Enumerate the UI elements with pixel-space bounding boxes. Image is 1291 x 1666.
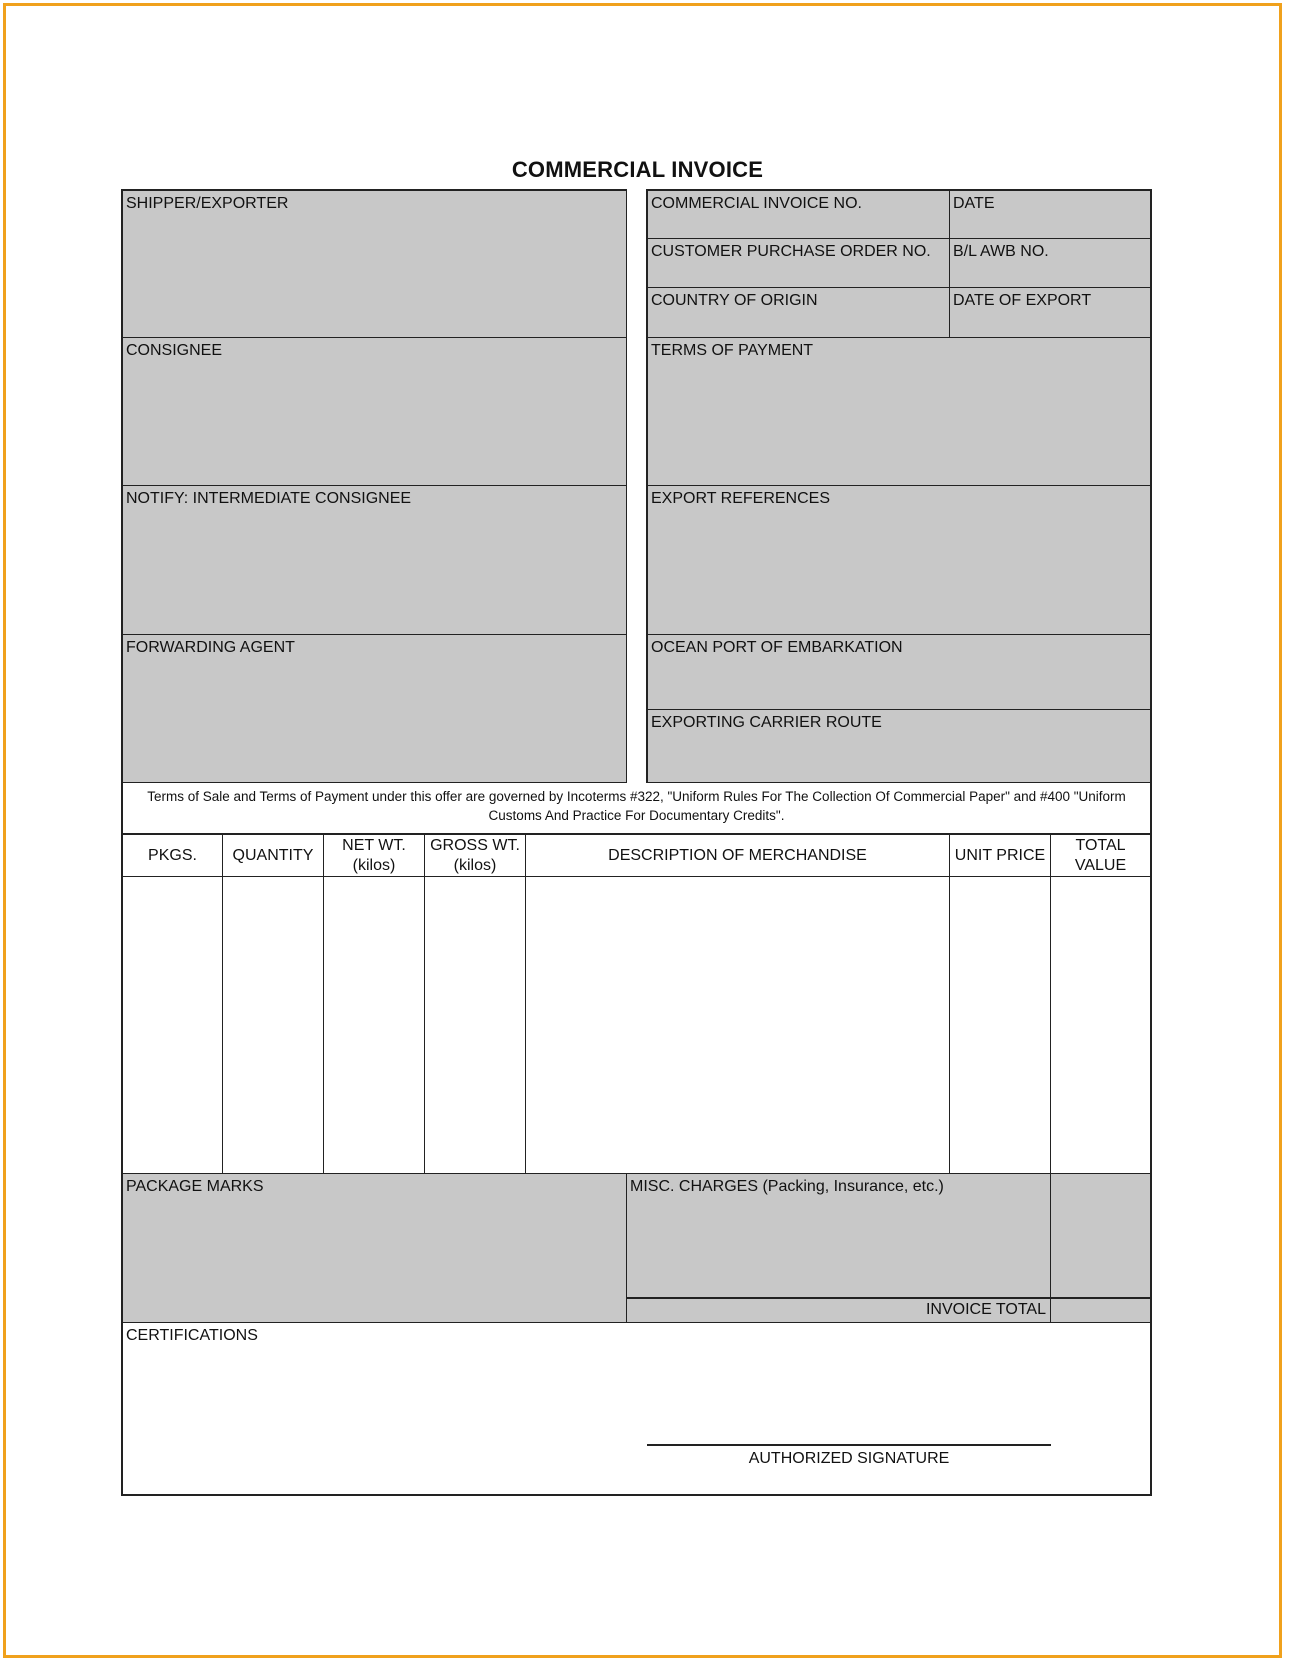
pkgs-column[interactable] <box>121 876 223 1174</box>
shipper-exporter-label: SHIPPER/EXPORTER <box>126 195 289 212</box>
description-column[interactable] <box>525 876 950 1174</box>
incoterms-notice-line-2: Customs And Practice For Documentary Credits". <box>488 808 785 823</box>
invoice-total-value-field[interactable] <box>1050 1297 1152 1323</box>
pkgs-header-label: PKGS. <box>148 846 197 864</box>
unit-price-header <box>949 833 1051 877</box>
commercial-invoice-no-field[interactable] <box>646 189 950 239</box>
quantity-header <box>222 833 324 877</box>
net-wt-column[interactable] <box>323 876 425 1174</box>
pkgs-header <box>121 833 223 877</box>
terms-of-payment-field[interactable] <box>646 337 1152 486</box>
total-value-column[interactable] <box>1050 876 1152 1174</box>
country-of-origin-label: COUNTRY OF ORIGIN <box>651 292 818 309</box>
quantity-column[interactable] <box>222 876 324 1174</box>
ocean-port-of-embarkation-field[interactable] <box>646 634 1152 710</box>
authorized-signature-label: AUTHORIZED SIGNATURE <box>748 1450 950 1467</box>
country-of-origin-field[interactable] <box>646 287 950 338</box>
date-field[interactable] <box>949 189 1152 239</box>
notify-intermediate-consignee-label: NOTIFY: INTERMEDIATE CONSIGNEE <box>126 490 412 507</box>
shipper-exporter-field[interactable] <box>121 189 627 338</box>
export-references-field[interactable] <box>646 485 1152 635</box>
gross-wt-header-label: GROSS WT. <box>430 836 520 854</box>
misc-charges-label: MISC. CHARGES (Packing, Insurance, etc.) <box>630 1178 944 1195</box>
incoterms-notice-line-1: Terms of Sale and Terms of Payment under this offer are governed by Incoterms #322, "Uniform Rules For The Collection Of Commercial Paper" and #400 "Uniform <box>147 789 1126 804</box>
bl-awb-no-field[interactable] <box>949 238 1152 288</box>
package-marks-field[interactable] <box>121 1173 627 1323</box>
total-value-header-label: TOTAL <box>1075 836 1126 854</box>
description-header <box>525 833 950 877</box>
forwarding-agent-field[interactable] <box>121 634 627 784</box>
signature-line[interactable] <box>647 1444 1051 1446</box>
customer-po-no-field[interactable] <box>646 238 950 288</box>
invoice-total-label: INVOICE TOTAL <box>925 1301 1046 1318</box>
incoterms-notice <box>121 783 1152 834</box>
forwarding-agent-label: FORWARDING AGENT <box>126 639 295 656</box>
gross-wt-header-unit: (kilos) <box>453 856 497 874</box>
date-of-export-field[interactable] <box>949 287 1152 338</box>
total-value-header <box>1050 833 1152 877</box>
consignee-label: CONSIGNEE <box>126 342 223 359</box>
certifications-field[interactable] <box>121 1322 1152 1496</box>
misc-charges-field[interactable] <box>626 1173 1051 1298</box>
description-header-label: DESCRIPTION OF MERCHANDISE <box>608 846 867 864</box>
total-value-header-label-2: VALUE <box>1074 856 1127 874</box>
exporting-carrier-route-field[interactable] <box>646 709 1152 784</box>
exporting-carrier-route-label: EXPORTING CARRIER ROUTE <box>651 714 882 731</box>
gross-wt-header <box>424 833 526 877</box>
gross-wt-column[interactable] <box>424 876 526 1174</box>
net-wt-header-unit: (kilos) <box>352 856 396 874</box>
net-wt-header-label: NET WT. <box>342 836 406 854</box>
bl-awb-no-label: B/L AWB NO. <box>953 243 1049 260</box>
invoice-total-label-cell <box>626 1297 1051 1323</box>
unit-price-header-label: UNIT PRICE <box>954 846 1046 864</box>
date-of-export-label: DATE OF EXPORT <box>953 292 1092 309</box>
unit-price-column[interactable] <box>949 876 1051 1174</box>
commercial-invoice-no-label: COMMERCIAL INVOICE NO. <box>651 195 862 212</box>
ocean-port-of-embarkation-label: OCEAN PORT OF EMBARKATION <box>651 639 903 656</box>
customer-po-no-label: CUSTOMER PURCHASE ORDER NO. <box>651 243 931 260</box>
net-wt-header <box>323 833 425 877</box>
export-references-label: EXPORT REFERENCES <box>651 490 831 507</box>
notify-intermediate-consignee-field[interactable] <box>121 485 627 635</box>
misc-charges-value-field[interactable] <box>1050 1173 1152 1298</box>
date-label: DATE <box>953 195 995 212</box>
package-marks-label: PACKAGE MARKS <box>126 1178 264 1195</box>
terms-of-payment-label: TERMS OF PAYMENT <box>651 342 814 359</box>
consignee-field[interactable] <box>121 337 627 486</box>
certifications-label: CERTIFICATIONS <box>126 1327 258 1344</box>
page-title: COMMERCIAL INVOICE <box>511 157 764 182</box>
quantity-header-label: QUANTITY <box>232 846 314 864</box>
